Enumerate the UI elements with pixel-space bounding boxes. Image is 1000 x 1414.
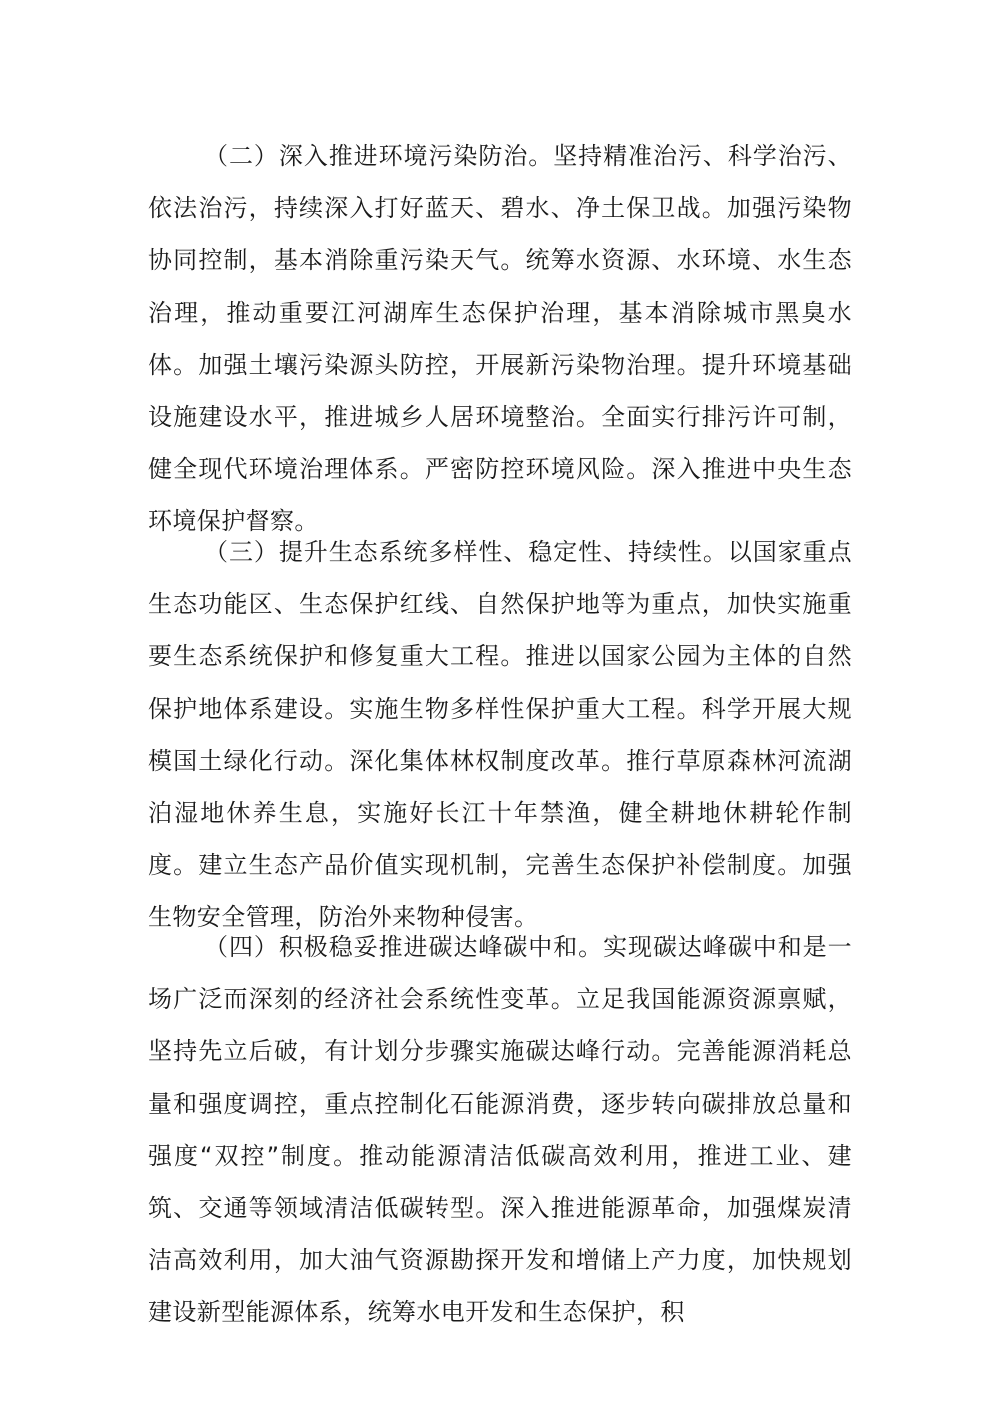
paragraph-environmental-pollution-control: （二）深入推进环境污染防治。坚持精准治污、科学治污、依法治污，持续深入打好蓝天、碧水、净土保卫战。加强污染物协同控制，基本消除重污染天气。统筹水资源、水环境、水生态治理，推动重要江河湖库生态保护治理，基本消除城市黑臭水体。加强土壤污染源头防控，开展新污染物治理。提升环境基础设施建设水平，推进城乡人居环境整治。全面实行排污许可制，健全现代环境治理体系。严密防控环境风险。深入推进中央生态环境保护督察。 (148, 142, 852, 536)
paragraph-carbon-peak-neutrality: （四）积极稳妥推进碳达峰碳中和。实现碳达峰碳中和是一场广泛而深刻的经济社会系统性变革。立足我国能源资源禀赋，坚持先立后破，有计划分步骤实施碳达峰行动。完善能源消耗总量和强度调控，重点控制化石能源消费，逐步转向碳排放总量和强度“双控”制度。推动能源清洁低碳高效利用，推进工业、建筑、交通等领域清洁低碳转型。深入推进能源革命，加强煤炭清洁高效利用，加大油气资源勘探开发和增储上产力度，加快规划建设新型能源体系，统筹水电开发和生态保护，积 (148, 933, 852, 1327)
paragraph-ecosystem-diversity: （三）提升生态系统多样性、稳定性、持续性。以国家重点生态功能区、生态保护红线、自然保护地等为重点，加快实施重要生态系统保护和修复重大工程。推进以国家公园为主体的自然保护地体系建设。实施生物多样性保护重大工程。科学开展大规模国土绿化行动。深化集体林权制度改革。推行草原森林河流湖泊湿地休养生息，实施好长江十年禁渔，健全耕地休耕轮作制度。建立生态产品价值实现机制，完善生态保护补偿制度。加强生物安全管理，防治外来物种侵害。 (148, 538, 852, 932)
